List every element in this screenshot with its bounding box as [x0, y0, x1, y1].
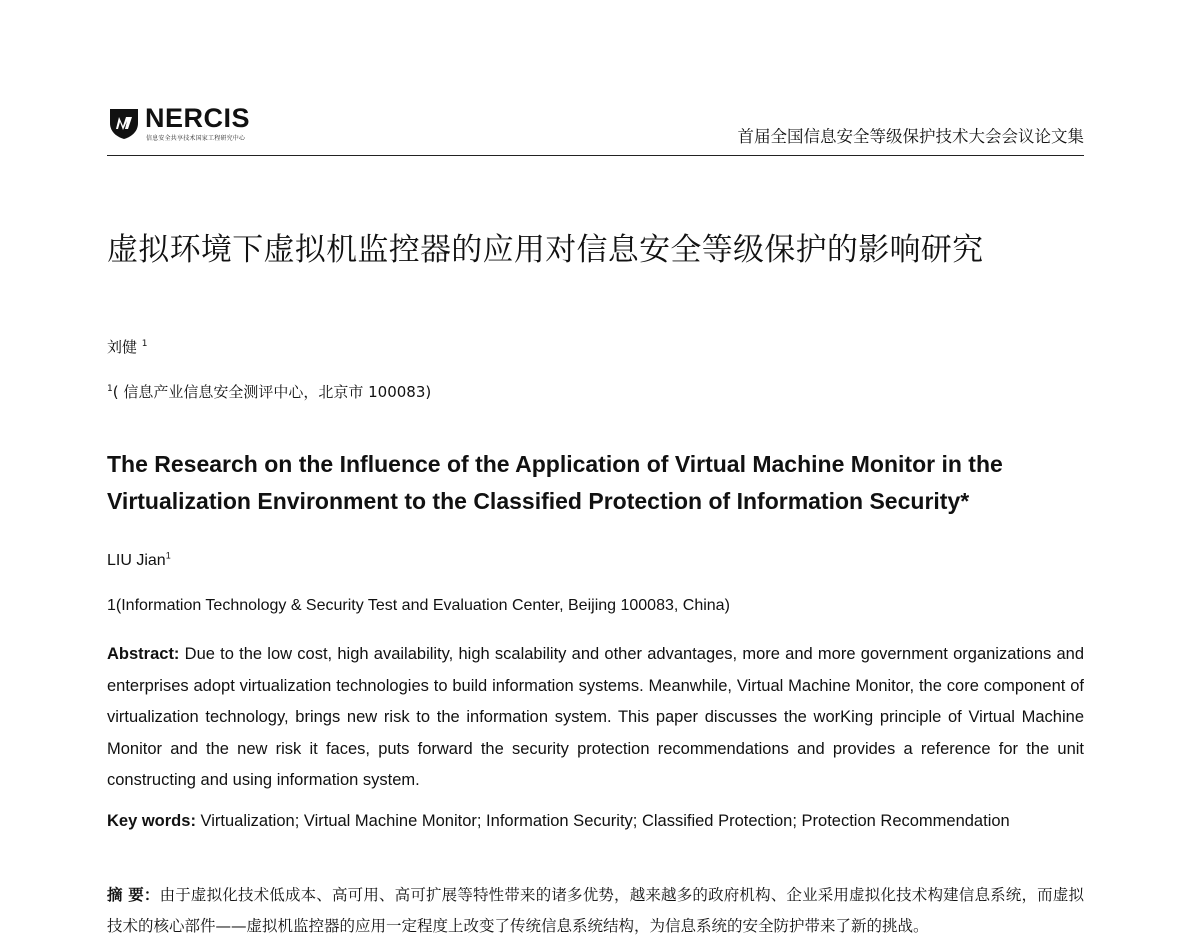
abstract-label: Abstract: — [107, 645, 180, 663]
header-rule — [107, 155, 1084, 156]
author-en — [107, 552, 171, 570]
abstract-text: Due to the low cost, high availability, high scalability and other advantages, more and more government organizations and enterprises adopt virtualization technologies to build information systems. Meanwhile, Virtual Machine Monitor, the core component of virtualization technology, brings new risk to the information system. This paper discusses the worKing principle of Virtual Machine Monitor and the new risk it faces, puts forward the security protection recommendations and provides a reference for the unit constructing and using information system. — [107, 645, 1084, 789]
author-cn — [107, 336, 148, 357]
paper-title-en: The Research on the Influence of the Application of Virtual Machine Monitor in the Virtualization Environment to the Classified Protection of Information Security* — [107, 451, 1003, 514]
affiliation-cn-text: ( 信息产业信息安全测评中心，北京市 100083) — [112, 383, 432, 401]
abstract-cn-label: 摘 要： — [107, 886, 160, 904]
keywords-en — [107, 806, 1084, 837]
affiliation-en: 1(Information Technology & Security Test and Evaluation Center, Beijing 100083, China) — [107, 597, 730, 614]
logo-subtitle: 信息安全共享技术国家工程研究中心 — [146, 135, 246, 142]
keywords-text: Virtualization; Virtual Machine Monitor; Information Security; Classified Protection; Protection Recommendation — [200, 812, 1010, 830]
nercis-logo — [107, 103, 267, 142]
shield-logo-icon — [107, 106, 141, 140]
running-head: 首届全国信息安全等级保护技术大会会议论文集 — [737, 127, 1084, 146]
abstract-en — [107, 639, 1084, 797]
author-cn-sup: 1 — [141, 339, 148, 349]
author-en-name: LIU Jian — [107, 552, 166, 569]
keywords-label: Key words: — [107, 812, 196, 830]
author-en-sup: 1 — [165, 550, 171, 561]
abstract-cn — [107, 880, 1084, 942]
affiliation-cn-sup: 1 — [107, 384, 113, 394]
affiliation-cn — [107, 381, 431, 402]
logo-wordmark: NERCIS — [145, 103, 251, 133]
paper-title-cn: 虚拟环境下虚拟机监控器的应用对信息安全等级保护的影响研究 — [107, 232, 984, 268]
abstract-cn-text: 由于虚拟化技术低成本、高可用、高可扩展等特性带来的诸多优势，越来越多的政府机构、企业采用虚拟化技术构建信息系统，而虚拟技术的核心部件——虚拟机监控器的应用一定程度上改变了传统信息系统结构，为信息系统的安全防护带来了新的挑战。 — [107, 886, 1084, 935]
author-cn-name: 刘健 — [107, 338, 138, 356]
